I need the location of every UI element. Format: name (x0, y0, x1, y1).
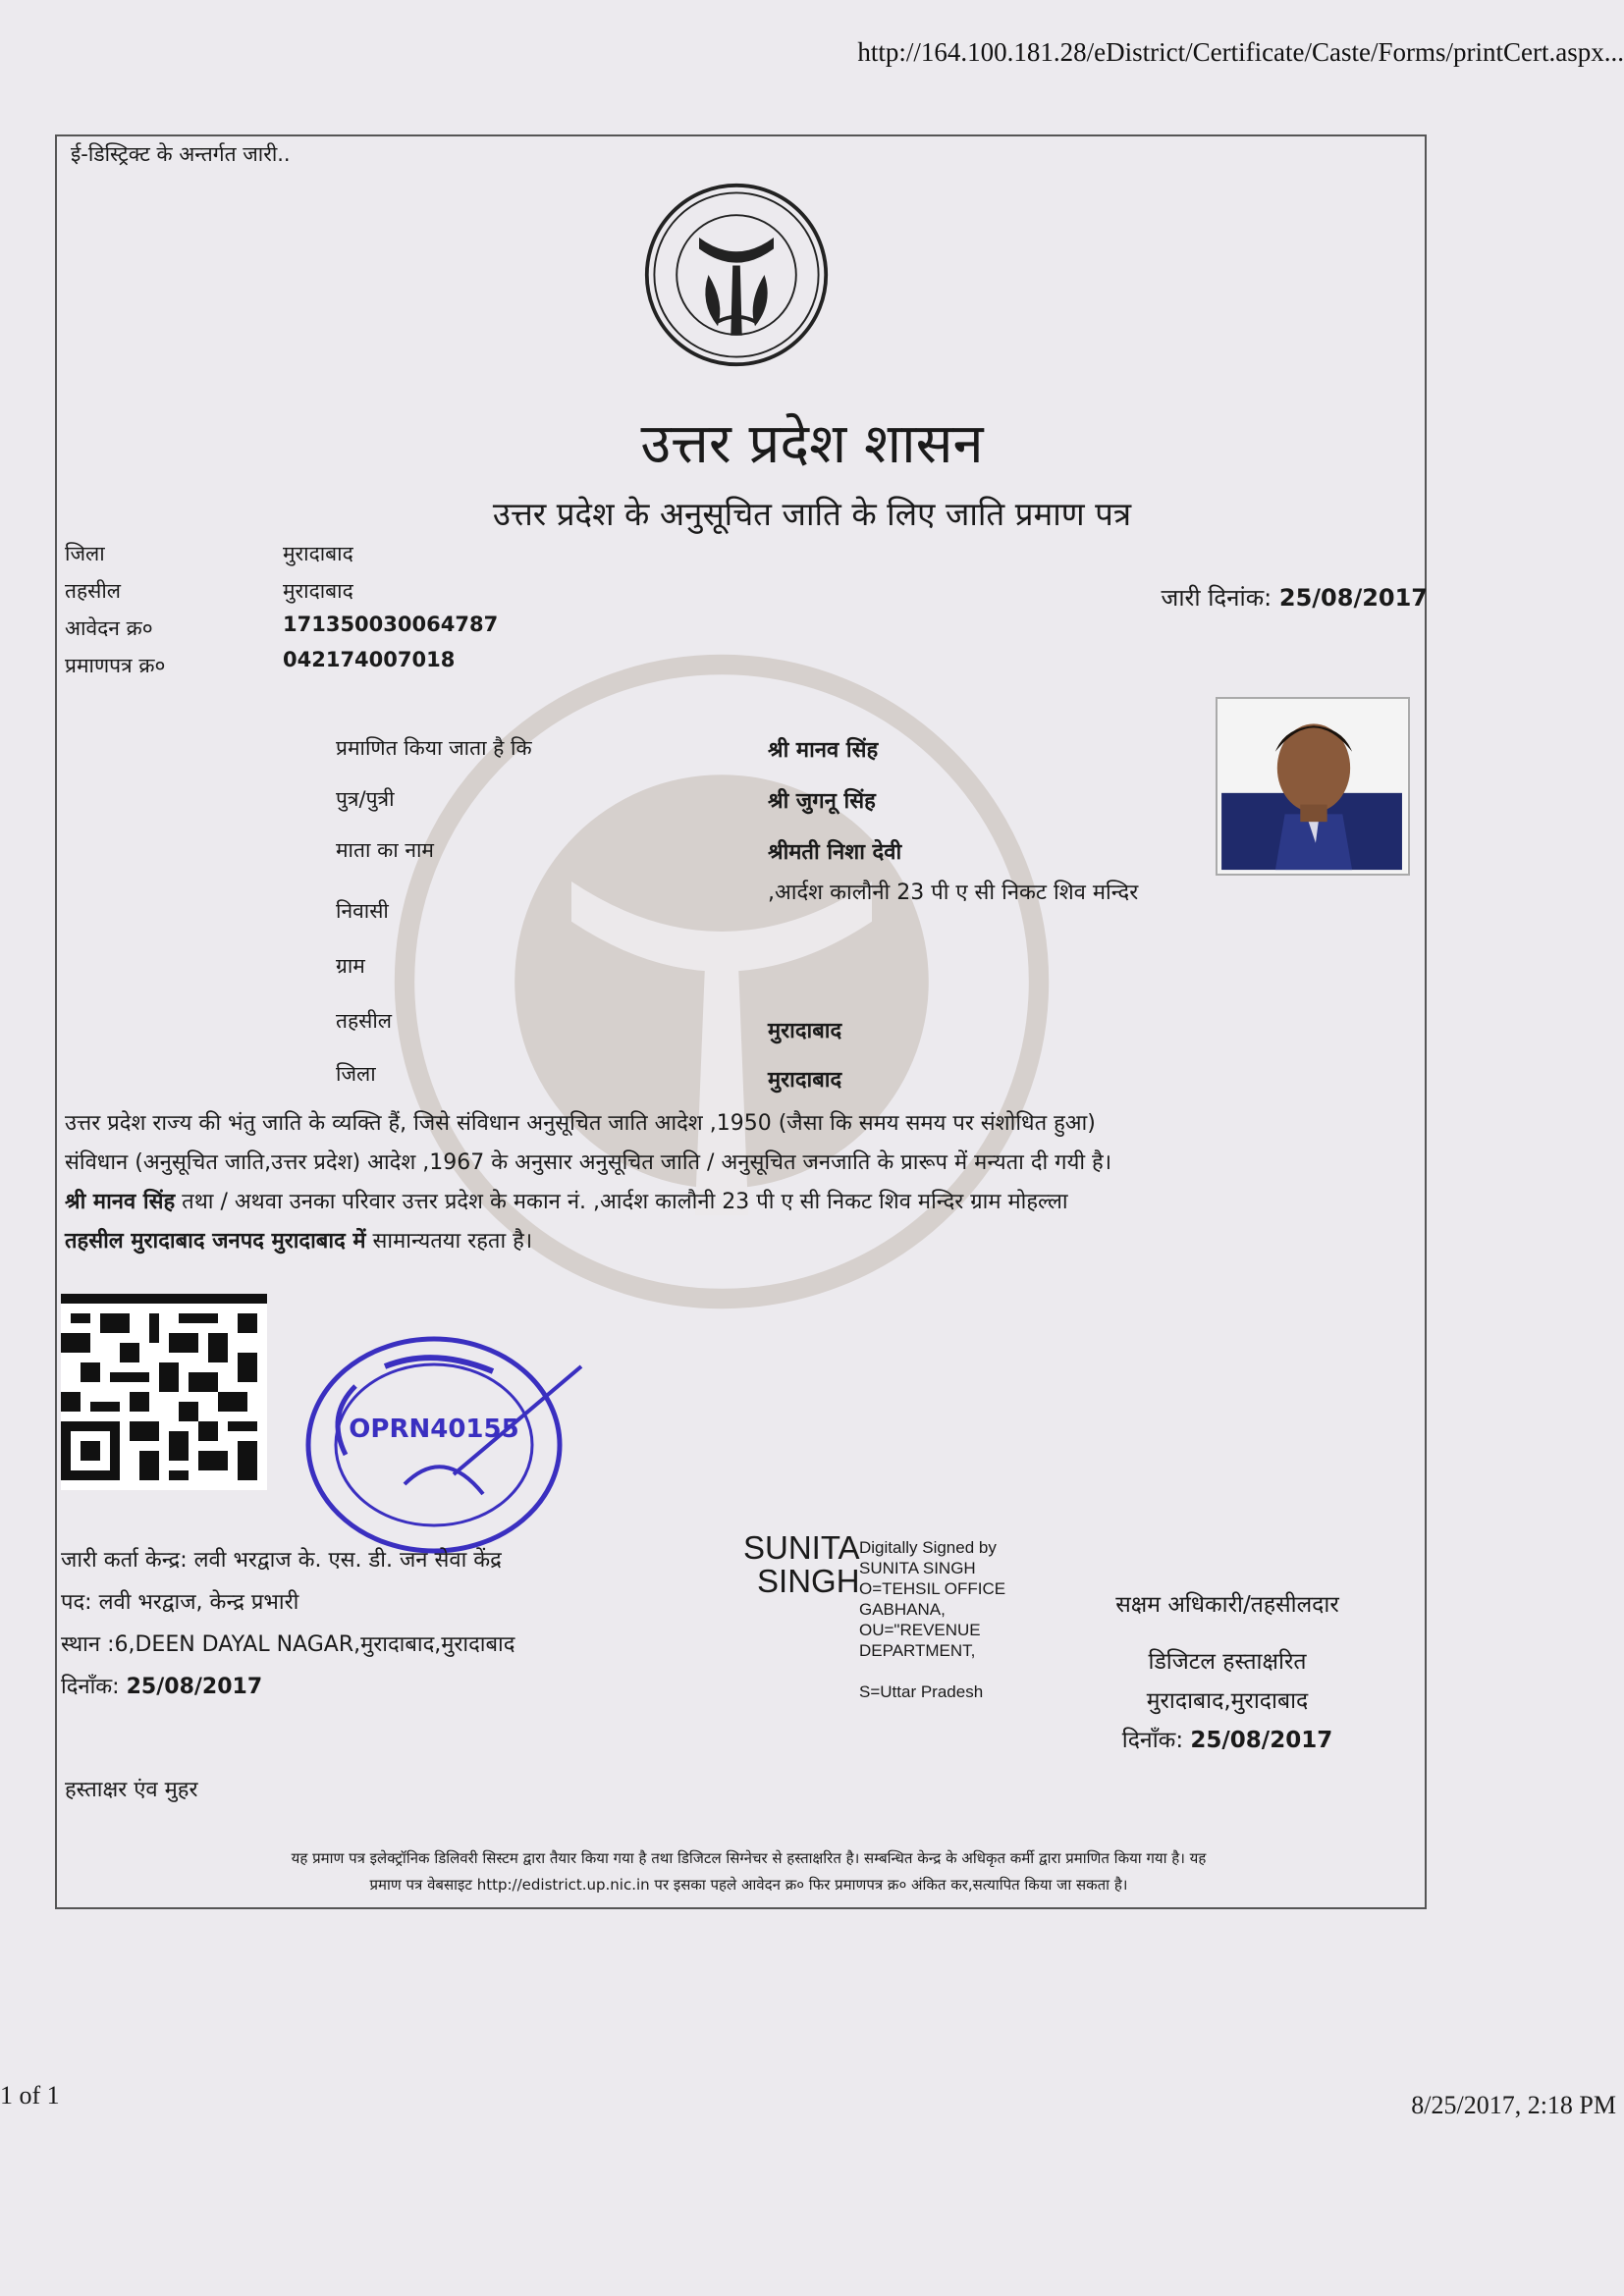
field-label-district: जिला (336, 1062, 376, 1086)
signer-name-line-1: SUNITA (743, 1529, 860, 1566)
meta-value-district: मुरादाबाद (283, 542, 353, 565)
field-value-father: श्री जुगनू सिंह (768, 789, 876, 814)
statement-name: श्री मानव सिंह (65, 1190, 176, 1214)
signer-name-line-2: SINGH (757, 1563, 860, 1599)
meta-value-tehsil: मुरादाबाद (283, 579, 353, 603)
officer-date-value: 25/08/2017 (1190, 1728, 1333, 1753)
signature-details (859, 1537, 1056, 1702)
field-label-mother: माता का नाम (336, 838, 434, 862)
statement-line-3 (65, 1183, 1420, 1222)
officer-signature-block (1080, 1585, 1375, 1760)
certificate-subtitle: उत्तर प्रदेश के अनुसूचित जाति के लिए जाति प्रमाण पत्र (492, 495, 1132, 533)
statement-line-1: उत्तर प्रदेश राज्य की भंतु जाति के व्यक्ति हैं, जिसे संविधान अनुसूचित जाति आदेश ,1950 (जैसा कि समय समय पर संशोधित हुआ) (65, 1111, 1096, 1136)
statement-line-2: संविधान (अनुसूचित जाति,उत्तर प्रदेश) आदेश ,1967 के अनुसार अनुसूचित जाति / अनुसूचित जनजाति के प्रारूप में मन्यता दी गयी है। (65, 1150, 1112, 1175)
qr-code-icon (61, 1294, 267, 1490)
signature-info-line: OU="REVENUE (859, 1621, 981, 1639)
meta-label-certificate-no: प्रमाणपत्र क्र० (65, 654, 166, 677)
meta-value-certificate-no: 042174007018 (283, 648, 456, 671)
issuer-post: पद: लवी भरद्वाज, केन्द्र प्रभारी (61, 1590, 299, 1615)
field-value-name: श्री मानव सिंह (768, 738, 879, 763)
statement-line-3-rest: तथा / अथवा उनका परिवार उत्तर प्रदेश के मकान नं. ,आर्दश कालौनी 23 पी ए सी निकट शिव मन्दिर ग्राम मोहल्ला (175, 1190, 1068, 1214)
page-url: http://164.100.181.28/eDistrict/Certificate/Caste/Forms/printCert.aspx... (857, 37, 1624, 67)
certificate-footer-note (88, 1845, 1409, 1898)
field-value-tehsil: मुरादाबाद (768, 1019, 842, 1043)
issuer-date-value: 25/08/2017 (126, 1675, 263, 1699)
issuer-date-label: दिनाँक: (61, 1675, 120, 1699)
page-count: 1 of 1 (0, 2081, 60, 2109)
up-emblem-icon (643, 182, 830, 368)
applicant-photo (1216, 697, 1410, 876)
signer-name (743, 1531, 860, 1598)
certificate-statement (65, 1104, 1420, 1261)
signature-info-line: O=TEHSIL OFFICE (859, 1579, 1006, 1598)
signature-info-line: DEPARTMENT, (859, 1641, 976, 1660)
issued-under-note: ई-डिस्ट्रिक्ट के अन्तर्गत जारी.. (71, 142, 291, 166)
field-value-mother: श्रीमती निशा देवी (768, 840, 902, 865)
footer-line-1: यह प्रमाण पत्र इलेक्ट्रॉनिक डिलिवरी सिस्टम द्वारा तैयार किया गया है तथा डिजिटल सिग्नेचर से हस्ताक्षरित है। सम्बन्धित केन्द्र के अधिकृत कर्मी द्वारा प्रमाणित किया गया है। यह (291, 1849, 1207, 1867)
issue-date (1162, 581, 1428, 614)
field-label-tehsil: तहसील (336, 1009, 392, 1033)
sign-and-seal-label: हस्ताक्षर एंव मुहर (65, 1778, 198, 1802)
signature-info-line: GABHANA, (859, 1600, 946, 1619)
meta-label-district: जिला (65, 542, 105, 565)
statement-location: तहसील मुरादाबाद जनपद मुरादाबाद में (65, 1229, 366, 1254)
issue-date-label: जारी दिनांक: (1161, 584, 1272, 612)
field-value-district: मुरादाबाद (768, 1068, 842, 1093)
meta-label-tehsil: तहसील (65, 579, 121, 603)
field-label-son-daughter: पुत्र/पुत्री (336, 787, 395, 811)
officer-title: सक्षम अधिकारी/तहसीलदार (1115, 1592, 1339, 1618)
stamp-text: OPRN40155 (349, 1415, 519, 1444)
issuer-details (61, 1539, 514, 1708)
statement-line-4-rest: सामान्यतया रहता है। (365, 1229, 533, 1254)
certificate-title: उत्तर प्रदेश शासन (640, 412, 984, 476)
officer-spacer (1080, 1625, 1375, 1642)
officer-date-label: दिनाँक: (1121, 1728, 1184, 1753)
officer-date (1080, 1721, 1375, 1760)
issue-date-value: 25/08/2017 (1278, 584, 1428, 612)
meta-value-application-no: 171350030064787 (283, 613, 499, 636)
statement-line-4 (65, 1222, 1420, 1261)
signature-info-line: SUNITA SINGH (859, 1559, 976, 1577)
meta-label-application-no: आवेदन क्र० (65, 616, 153, 640)
issuer-center: जारी कर्ता केन्द्र: लवी भरद्वाज के. एस. डी. जन सेवा केंद्र (61, 1548, 502, 1573)
signature-info-line: Digitally Signed by (859, 1538, 997, 1557)
field-label-village: ग्राम (336, 954, 365, 978)
officer-place: मुरादाबाद,मुरादाबाद (1146, 1688, 1309, 1714)
print-timestamp: 8/25/2017, 2:18 PM (1411, 2091, 1616, 2119)
field-value-address: ,आर्दश कालौनी 23 पी ए सी निकट शिव मन्दिर (768, 881, 1139, 905)
issuer-place: स्थान :6,DEEN DAYAL NAGAR,मुरादाबाद,मुरादाबाद (61, 1632, 515, 1657)
officer-signed: डिजिटल हस्ताक्षरित (1148, 1649, 1307, 1675)
footer-line-2: प्रमाण पत्र वेबसाइट http://edistrict.up.nic.in पर इसका पहले आवेदन क्र० फिर प्रमाणपत्र क्र० अंकित कर,सत्यापित किया जा सकता है। (369, 1876, 1128, 1894)
signature-info-line: S=Uttar Pradesh (859, 1682, 984, 1701)
issuer-date (61, 1666, 514, 1708)
field-label-certified: प्रमाणित किया जाता है कि (336, 736, 532, 760)
field-label-resident: निवासी (336, 899, 389, 923)
signature-info-line (859, 1661, 1056, 1682)
official-stamp-icon (287, 1327, 601, 1563)
